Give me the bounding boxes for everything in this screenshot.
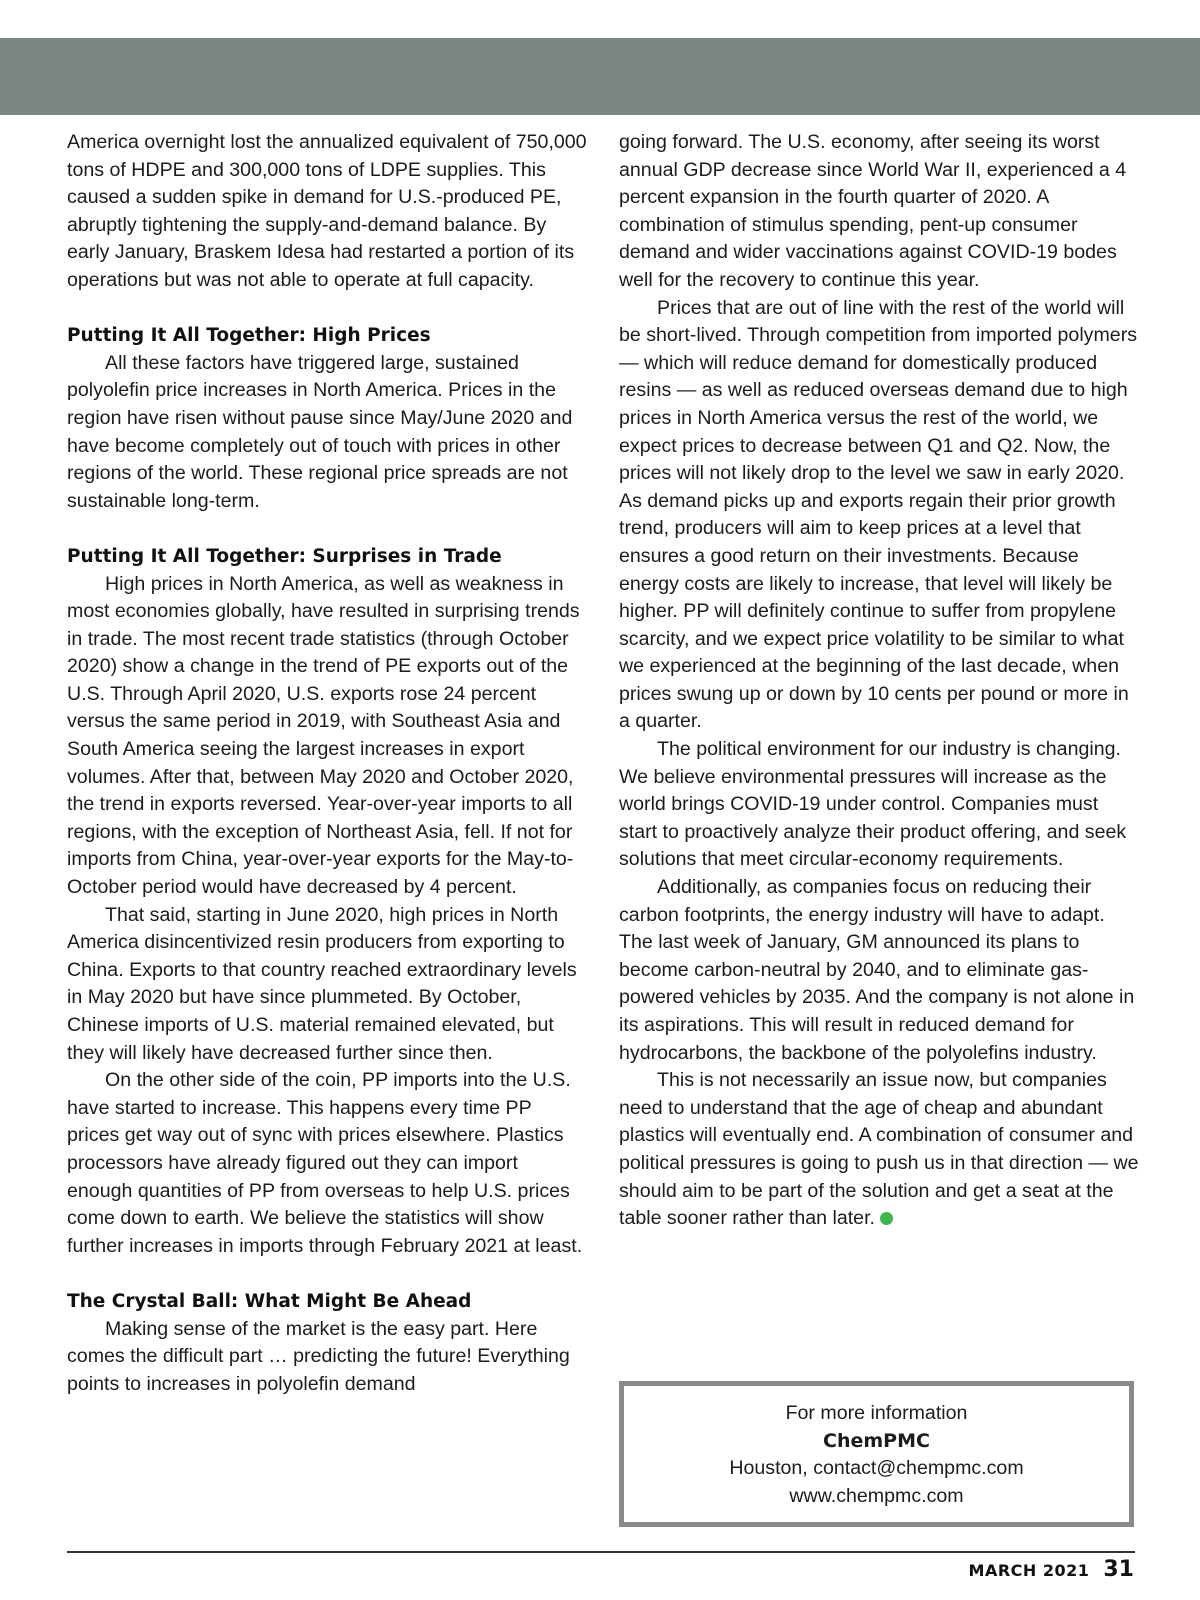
paragraph-trade-2: That said, starting in June 2020, high prices in North America disincentivized resin producers from exporting to China. Exports to that country reached extraordinary levels in May 2020 but have since plummeted. By October, Chinese imports of U.S. material remained elevated, but they will likely have decreased further since then. <box>67 903 577 1064</box>
info-box-lead: For more information <box>785 1402 968 1424</box>
info-box-contact[interactable]: Houston, contact@chempmc.com <box>729 1457 1024 1480</box>
end-of-article-dot-icon <box>880 1212 893 1225</box>
paragraph-high-prices: All these factors have triggered large, sustained polyolefin price increases in North America. Prices in the region have risen without pause since May/June 2020 and have become completely out of touch with prices in other regions of the world. These regional price spreads are not sustainable long-term. <box>67 351 573 512</box>
paragraph-prices-outlook: Prices that are out of line with the rest of the world will be short-lived. Through competition from imported polymers — which will reduce demand for domestically produced resins — as well as reduced overseas demand due to high prices in North America versus the rest of the world, we expect prices to decrease between Q1 and Q2. Now, the prices will not likely drop to the level we saw in early 2020. As demand picks up and exports regain their prior growth trend, producers will aim to keep prices at a level that ensures a good return on their investments. Because energy costs are likely to increase, that level will likely be higher. PP will definitely continue to suffer from propylene scarcity, and we expect price volatility to be similar to what we experienced at the beginning of the last decade, when prices swung up or down by 10 cents per pound or more in a quarter. <box>619 296 1138 733</box>
left-column <box>67 129 587 1398</box>
footer-issue-date: MARCH 2021 <box>968 1561 1090 1580</box>
footer-page-number: 31 <box>1103 1557 1134 1582</box>
paragraph-carbon-footprint: Additionally, as companies focus on reducing their carbon footprints, the energy industry will have to adapt. The last week of January, GM announced its plans to become carbon-neutral by 2040, and to eliminate gas-powered vehicles by 2035. And the company is not alone in its aspirations. This will result in reduced demand for hydrocarbons, the backbone of the polyolefins industry. <box>619 876 1135 1064</box>
paragraph-political-environment: The political environment for our industry is changing. We believe environmental pressures will increase as the world brings COVID-19 under control. Companies must start to proactively analyze their product offering, and seek solutions that meet circular-economy requirements. <box>619 738 1127 871</box>
footer-rule <box>67 1551 1135 1553</box>
paragraph-economy: going forward. The U.S. economy, after seeing its worst annual GDP decrease since World War II, experienced a 4 percent expansion in the fourth quarter of 2020. A combination of stimulus spending, pent-up consumer demand and wider vaccinations against COVID-19 bodes well for the recovery to continue this year. <box>619 131 1127 291</box>
heading-crystal-ball: The Crystal Ball: What Might Be Ahead <box>67 1290 472 1312</box>
paragraph-intro: America overnight lost the annualized equivalent of 750,000 tons of HDPE and 300,000 tons of LDPE supplies. This caused a sudden spike in demand for U.S.-produced PE, abruptly tightening the supply-and-demand balance. By early January, Braskem Idesa had restarted a portion of its operations but was not able to operate at full capacity. <box>67 131 587 291</box>
right-column <box>619 129 1139 1233</box>
heading-high-prices: Putting It All Together: High Prices <box>67 325 431 347</box>
header-band <box>0 38 1200 115</box>
info-box-brand: ChemPMC <box>823 1429 930 1452</box>
paragraph-trade-3: On the other side of the coin, PP imports into the U.S. have started to increase. This happens every time PP prices get way out of sync with prices elsewhere. Plastics processors have already figured out they can import enough quantities of PP from overseas to help U.S. prices come down to earth. We believe the statistics will show further increases in imports through February 2021 at least. <box>67 1069 583 1257</box>
page-footer <box>969 1557 1134 1582</box>
paragraph-conclusion <box>619 1067 1139 1233</box>
heading-surprises-in-trade: Putting It All Together: Surprises in Trade <box>67 545 502 567</box>
paragraph-conclusion-text: This is not necessarily an issue now, but companies need to understand that the age of cheap and abundant plastics will eventually end. A combination of consumer and political pressures is going to push us in that direction — we should aim to be part of the solution and get a seat at the table sooner rather than later. <box>619 1069 1139 1230</box>
paragraph-crystal-ball: Making sense of the market is the easy part. Here comes the difficult part … predicting the future! Everything points to increases in polyolefin demand <box>67 1317 570 1395</box>
paragraph-trade-1: High prices in North America, as well as weakness in most economies globally, have resulted in surprising trends in trade. The most recent trade statistics (through October 2020) show a change in the trend of PE exports out of the U.S. Through April 2020, U.S. exports rose 24 percent versus the same period in 2019, with Southeast Asia and South America seeing the largest increases in export volumes. After that, between May 2020 and October 2020, the trend in exports reversed. Year-over-year imports to all regions, with the exception of Northeast Asia, fell. If not for imports from China, year-over-year exports for the May-to-October period would have decreased by 4 percent. <box>67 572 580 899</box>
contact-info-box <box>619 1381 1134 1527</box>
info-box-website-link[interactable]: www.chempmc.com <box>789 1484 964 1507</box>
